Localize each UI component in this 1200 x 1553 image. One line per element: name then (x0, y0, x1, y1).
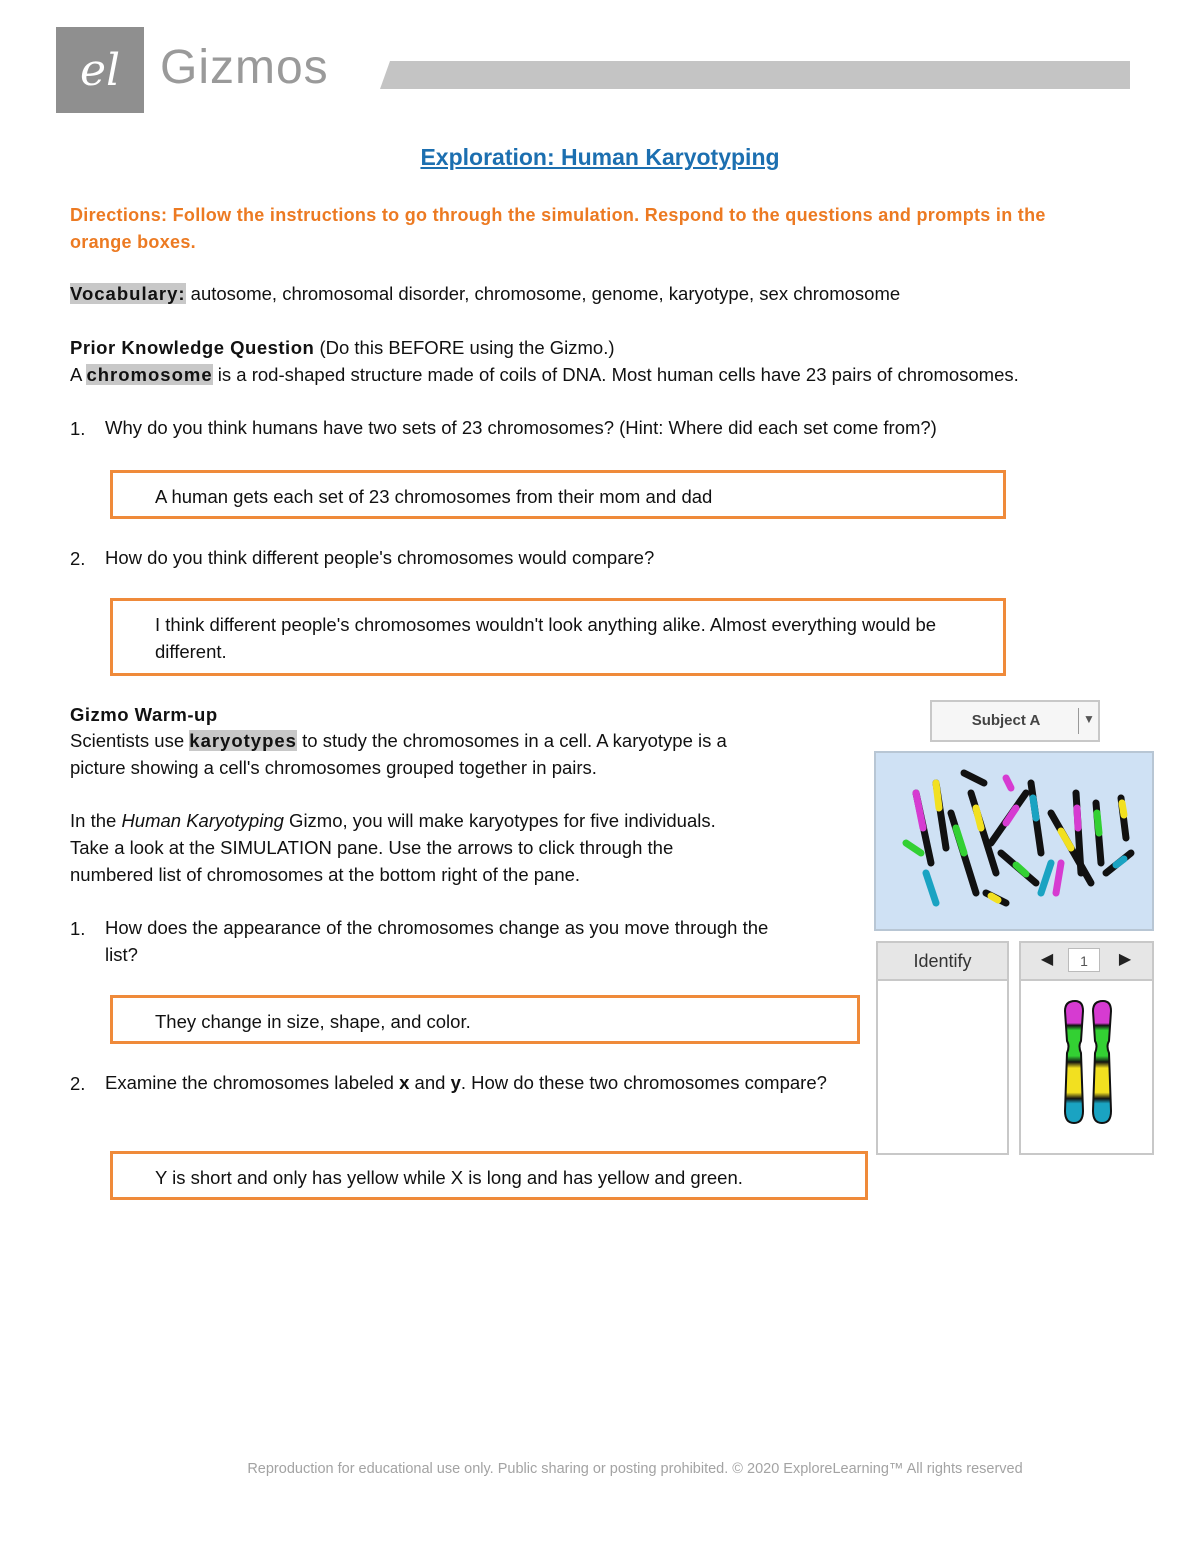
footer-copyright: Reproduction for educational use only. Public sharing or posting prohibited. © 2020 ExploreLearning™ All rights reserved (247, 1461, 1023, 1477)
page-title: Exploration: Human Karyotyping (420, 144, 780, 170)
label-x: x (399, 1072, 410, 1093)
answer-box[interactable] (110, 1151, 868, 1200)
chromosome (1065, 1001, 1083, 1123)
warmup-heading-line (70, 704, 218, 726)
warmup-text: In the (70, 810, 122, 831)
prior-knowledge-note: (Do this BEFORE using the Gizmo.) (314, 337, 615, 358)
question-text: Why do you think humans have two sets of 23 chromosomes? (Hint: Where did each set come from?) (105, 417, 937, 438)
prior-knowledge-heading-line (70, 337, 615, 359)
identify-button[interactable]: Identify (878, 943, 1007, 981)
warmup-paragraph2-line2: Take a look at the SIMULATION pane. Use the arrows to click through the (70, 837, 674, 858)
answer-box[interactable] (110, 995, 860, 1044)
warmup-heading: Gizmo Warm-up (70, 704, 218, 725)
warmup-paragraph2-line1 (70, 810, 716, 832)
chromosome-intro (70, 364, 1019, 386)
identify-panel (876, 941, 1009, 1155)
left-triangle-icon[interactable]: ◀ (1040, 951, 1054, 968)
select-divider (1078, 708, 1079, 734)
term-chromosome: chromosome (86, 364, 213, 385)
warmup-text: Scientists use (70, 730, 190, 751)
vocabulary-line (70, 283, 900, 305)
answer-text: A human gets each set of 23 chromosomes from their mom and dad (155, 486, 713, 507)
directions: Directions: Follow the instructions to go through the simulation. Respond to the questions and prompts in the orange boxes. (70, 205, 1046, 252)
intro-text: is a rod-shaped structure made of coils of DNA. Most human cells have 23 pairs of chromosomes. (212, 364, 1019, 385)
right-triangle-icon[interactable]: ▶ (1118, 951, 1132, 968)
vocabulary-label: Vocabulary: (70, 283, 186, 304)
chevron-down-icon[interactable]: ▼ (1083, 712, 1095, 726)
warmup-text: to study the chromosomes in a cell. A karyotype is a (296, 730, 727, 751)
question-text-part: . How do these two chromosomes compare? (460, 1072, 827, 1093)
simulation-pane (874, 751, 1154, 931)
explorelearning-logo (56, 27, 144, 113)
warmup-paragraph-line2: picture showing a cell's chromosomes grouped together in pairs. (70, 757, 597, 778)
answer-box[interactable] (110, 598, 1006, 676)
answer-box[interactable] (110, 470, 1006, 519)
answer-text: I think different people's chromosomes wouldn't look anything alike. Almost everything would be different. (155, 614, 937, 662)
intro-text: A (70, 364, 87, 385)
chromosome-spread (876, 753, 1152, 929)
warmup-text: Gizmo, you will make karyotypes for five individuals. (283, 810, 716, 831)
question-number: 1. (70, 918, 86, 939)
prior-knowledge-heading: Prior Knowledge Question (70, 337, 315, 358)
warmup-paragraph (70, 730, 727, 752)
question-number: 1. (70, 418, 86, 439)
question-number: 2. (70, 1073, 86, 1094)
header-bar (380, 61, 1130, 89)
question-text-part: Examine the chromosomes labeled (105, 1072, 400, 1093)
question-number: 2. (70, 548, 86, 569)
label-y: y (450, 1072, 461, 1093)
svg-text:el: el (79, 45, 121, 96)
chromosome (1093, 1001, 1111, 1123)
answer-text: They change in size, shape, and color. (155, 1011, 471, 1032)
answer-text: Y is short and only has yellow while X is long and has yellow and green. (155, 1167, 743, 1188)
brand-name: Gizmos (160, 41, 329, 94)
navigator-header (1021, 943, 1152, 981)
chromosome-navigator (1019, 941, 1154, 1155)
chromosome-pair (1021, 981, 1152, 1155)
warmup-paragraph2-line3: numbered list of chromosomes at the bottom right of the pane. (70, 864, 581, 885)
subject-select-value: Subject A (971, 712, 1041, 729)
vocabulary-terms: autosome, chromosomal disorder, chromosome, genome, karyotype, sex chromosome (185, 283, 901, 304)
chromosome-number[interactable]: 1 (1068, 948, 1100, 972)
subject-select[interactable] (930, 700, 1100, 742)
question-text-part: and (409, 1072, 451, 1093)
term-karyotypes: karyotypes (189, 730, 297, 751)
question-text: How does the appearance of the chromosomes change as you move through the list? (105, 917, 769, 965)
question-text: How do you think different people's chromosomes would compare? (105, 547, 655, 568)
question-text (105, 1069, 865, 1096)
gizmo-name: Human Karyotyping (121, 810, 284, 831)
